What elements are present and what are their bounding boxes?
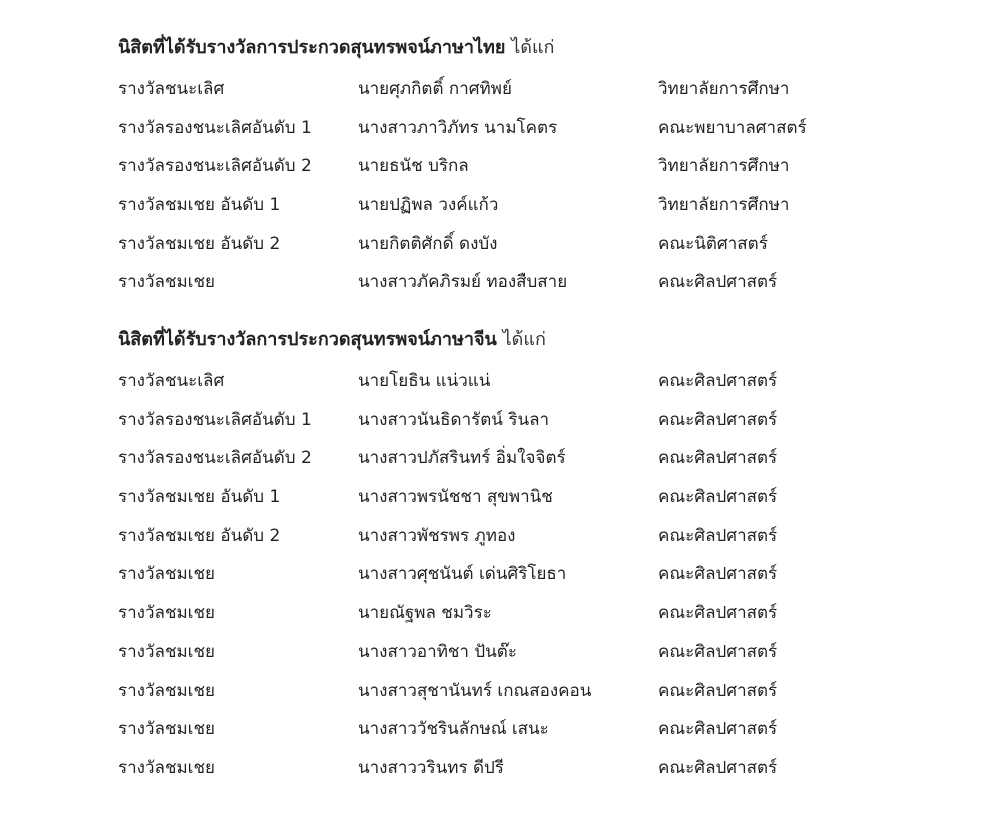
winner-row bbox=[118, 109, 878, 148]
faculty-name: คณะศิลปศาสตร์ bbox=[658, 603, 778, 624]
chinese-speech-winners-section bbox=[118, 324, 878, 788]
student-name: นางสาวอาทิชา ปันต๊ะ bbox=[358, 641, 517, 662]
award-title: รางวัลชมเชย bbox=[118, 719, 215, 740]
faculty-name: คณะศิลปศาสตร์ bbox=[658, 487, 778, 508]
student-name: นางสาววรินทร ดีปรี bbox=[358, 757, 504, 778]
student-name: นางสาวภาวิภัทร นามโคตร bbox=[358, 117, 558, 138]
winner-row bbox=[118, 672, 878, 711]
student-name: นางสาวภัคภิรมย์ ทองสืบสาย bbox=[358, 272, 568, 293]
winner-row bbox=[118, 263, 878, 302]
award-title: รางวัลชนะเลิศ bbox=[118, 371, 225, 391]
award-title: รางวัลรองชนะเลิศอันดับ 2 bbox=[118, 448, 312, 469]
winner-row bbox=[118, 147, 878, 186]
winner-row bbox=[118, 225, 878, 264]
winner-row bbox=[118, 710, 878, 749]
award-title: รางวัลชมเชย อันดับ 2 bbox=[118, 233, 281, 254]
student-name: นายปฏิพล วงค์แก้ว bbox=[358, 195, 499, 216]
faculty-name: คณะศิลปศาสตร์ bbox=[658, 757, 778, 778]
faculty-name: คณะศิลปศาสตร์ bbox=[658, 448, 778, 469]
section-heading-title: นิสิตที่ได้รับรางวัลการประกวดสุนทรพจน์ภาษาจีน bbox=[118, 329, 497, 350]
faculty-name: วิทยาลัยการศึกษา bbox=[658, 79, 790, 99]
winner-row bbox=[118, 594, 878, 633]
faculty-name: คณะศิลปศาสตร์ bbox=[658, 272, 778, 293]
winners-list bbox=[118, 70, 878, 302]
award-title: รางวัลรองชนะเลิศอันดับ 1 bbox=[118, 409, 312, 430]
faculty-name: คณะศิลปศาสตร์ bbox=[658, 564, 778, 585]
faculty-name: คณะศิลปศาสตร์ bbox=[658, 409, 778, 430]
faculty-name: คณะพยาบาลศาสตร์ bbox=[658, 117, 807, 138]
award-title: รางวัลชมเชย bbox=[118, 757, 215, 778]
section-heading-title: นิสิตที่ได้รับรางวัลการประกวดสุนทรพจน์ภาษาไทย bbox=[118, 37, 506, 58]
student-name: นางสาวพรนัชชา สุขพานิช bbox=[358, 487, 553, 508]
winner-row bbox=[118, 517, 878, 556]
award-title: รางวัลชมเชย อันดับ 1 bbox=[118, 195, 281, 216]
winner-row bbox=[118, 478, 878, 517]
student-name: นางสาวปภัสรินทร์ อิ่มใจจิตร์ bbox=[358, 448, 566, 469]
faculty-name: วิทยาลัยการศึกษา bbox=[658, 156, 790, 177]
award-title: รางวัลชมเชย bbox=[118, 272, 215, 293]
student-name: นางสาวนันธิดารัตน์ รินลา bbox=[358, 409, 550, 430]
thai-speech-winners-section bbox=[118, 32, 878, 302]
winner-row bbox=[118, 439, 878, 478]
winner-row bbox=[118, 186, 878, 225]
faculty-name: คณะศิลปศาสตร์ bbox=[658, 719, 778, 740]
faculty-name: คณะศิลปศาสตร์ bbox=[658, 680, 778, 701]
section-heading-suffix: ได้แก่ bbox=[502, 329, 546, 350]
student-name: นายโยธิน แน่วแน่ bbox=[358, 371, 491, 391]
award-title: รางวัลชมเชย bbox=[118, 564, 215, 585]
section-heading bbox=[118, 324, 878, 356]
student-name: นายณัฐพล ชมวิระ bbox=[358, 603, 492, 624]
award-title: รางวัลรองชนะเลิศอันดับ 1 bbox=[118, 117, 312, 138]
award-title: รางวัลชมเชย bbox=[118, 680, 215, 701]
winner-row bbox=[118, 401, 878, 440]
award-title: รางวัลชนะเลิศ bbox=[118, 79, 225, 99]
student-name: นางสาวพัชรพร ภูทอง bbox=[358, 525, 516, 546]
winners-list bbox=[118, 362, 878, 788]
award-title: รางวัลชมเชย bbox=[118, 641, 215, 662]
section-heading-suffix: ได้แก่ bbox=[511, 37, 555, 58]
award-title: รางวัลชมเชย อันดับ 2 bbox=[118, 525, 281, 546]
faculty-name: คณะศิลปศาสตร์ bbox=[658, 525, 778, 546]
winner-row bbox=[118, 362, 878, 401]
faculty-name: คณะศิลปศาสตร์ bbox=[658, 641, 778, 662]
winner-row bbox=[118, 633, 878, 672]
student-name: นางสาววัชรินลักษณ์ เสนะ bbox=[358, 719, 549, 740]
faculty-name: วิทยาลัยการศึกษา bbox=[658, 195, 790, 216]
faculty-name: คณะศิลปศาสตร์ bbox=[658, 371, 778, 391]
student-name: นายกิตติศักดิ์ ดงบัง bbox=[358, 233, 498, 254]
faculty-name: คณะนิติศาสตร์ bbox=[658, 233, 768, 254]
winner-row bbox=[118, 749, 878, 788]
student-name: นายศุภกิตติ์ กาศทิพย์ bbox=[358, 79, 512, 99]
award-title: รางวัลชมเชย อันดับ 1 bbox=[118, 487, 281, 508]
award-title: รางวัลชมเชย bbox=[118, 603, 215, 624]
student-name: นางสาวสุชานันทร์ เกณสองคอน bbox=[358, 680, 592, 701]
student-name: นายธนัช บริกล bbox=[358, 156, 469, 177]
student-name: นางสาวศุชนันต์ เด่นศิริโยธา bbox=[358, 564, 567, 585]
award-title: รางวัลรองชนะเลิศอันดับ 2 bbox=[118, 156, 312, 177]
section-heading bbox=[118, 32, 878, 64]
winner-row bbox=[118, 555, 878, 594]
winner-row bbox=[118, 70, 878, 109]
